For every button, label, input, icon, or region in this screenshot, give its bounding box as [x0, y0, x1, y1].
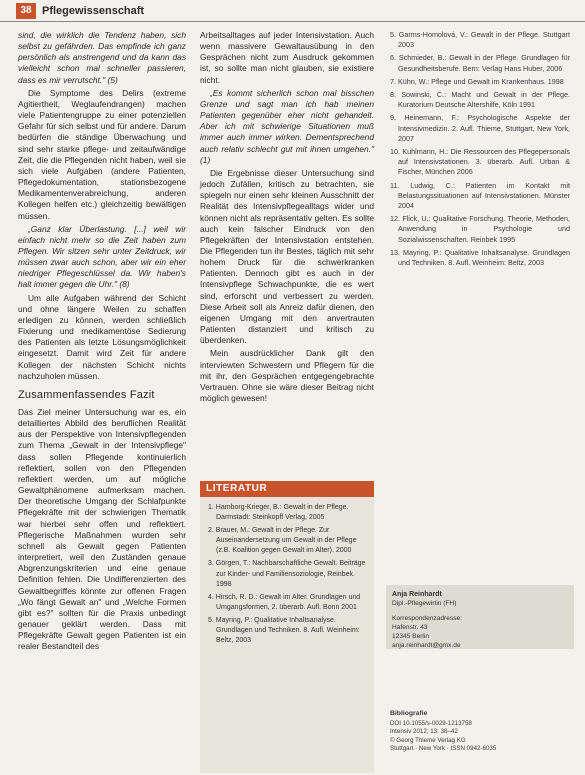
- list-item: 4. Hirsch, R. D.: Gewalt im Alter. Grundlagen und Umgangsformen, 2. überarb. Aufl. Bonn 2001: [208, 593, 361, 611]
- list-item: 8. Sowinski, C.: Macht und Gewalt in der Pflege. Kuratorium Deutsche Altershilfe, Köln 1991: [390, 90, 570, 110]
- quote-paragraph: sind, die wirklich die Tendenz haben, sich selbst zu gefährden. Das empfinde ich ganz persönlich als anstrengend und da kann das vielleicht schon mal schneller passieren, dass es mir verrutscht." (5): [18, 30, 186, 85]
- body-paragraph: Das Ziel meiner Untersuchung war es, ein detailliertes Abbild des beruflichen Realität aus der Perspektive von Intensivpflegenden zum Thema „Gewalt in der Intensivpflege" dass sollen Pflegende kontinuierlich reflektiert, sollen von den Pflegenden reflektiert werden, um auf mögliche Gewaltphänomene aufmerksam machen. Der theoretische Umgang der Schlafpunkte Pflegekräfte mit der schwierigen Thematik war hierbei sehr offen und reflektiert. Pflegerische Maßnahmen wurden sehr schnell als Gewalt gegen Patienten interpretiert, weil den Zuständen genaue Abgrenzungskriterien und eine genaue Definition fehlen. Die Undifferenzierten des Gewaltbegriffes könnte zur offenen Fragen „Wo fängt Gewalt an" und „Welche Formen gibt es?" sollten für die Praxis unbedingt genauer geklärt werden. Dass mit Pflegekräfte Gewalt gegen Patienten ist ein realer Bestandteil des: [18, 407, 186, 652]
- literature-heading: LITERATUR: [200, 481, 374, 497]
- address-street: Hafenstr. 43: [392, 624, 428, 631]
- bibliography-label: Bibliografie: [390, 710, 428, 717]
- list-item: 11. Ludwig, C.: Patienten im Kontakt mit Belastungssituationen auf Intensivstationen. Münster 2004: [390, 180, 570, 211]
- address-city: 12345 Berlin: [392, 633, 430, 640]
- list-item: 3. Görgen, T.: Nachbarschaftliche Gewalt. Beiträge zur Kinder- und Familiensoziologie, Reinbek. 1998: [208, 560, 366, 588]
- list-item: 6. Schmieder, B.: Gewalt in der Pflege. Grundlagen für Gesundheitsberufe. Bern: Verlag Hans Huber, 2006: [390, 53, 570, 73]
- running-title: Pflegewissenschaft: [42, 5, 145, 17]
- list-item: 2. Brauer, M.: Gewalt in der Pflege. Zur Auseinandersetzung um Gewalt in der Pflege (z.B. Koalition gegen Gewalt im Alter). 2000: [208, 527, 357, 555]
- body-paragraph: Die Ergebnisse dieser Untersuchung sind jedoch Zufällen, kritisch zu betrachten, sie spiegeln nur einen sehr kleinen Ausschnitt der Realität des Intensivpflegealltags wider und können nicht als repräsentativ gelten. Es sollte auch kein falscher Eindruck von den Pflegekräften der Intensivstation entstehen. Die Pflegenden tun ihr Bestes, täglich mit sehr hohem Druck für die schwerkranken Patienten. Dennoch gibt es auch in der Intensivpflege Schwachpunkte, die es wert sind, erforscht und verbessert zu werden. Diese Arbeit soll als Anreiz dafür dienen, den eigenen Umgang mit den anvertrauten Patienten distanziert und kritisch zu überdenken.: [200, 167, 374, 346]
- list-item: 5. Mayring, P.: Qualitative Inhaltsanalyse. Grundlagen und Techniken. 8. Aufl. Weinheim: Beltz, 2003: [208, 616, 360, 645]
- list-item: 9. Heinemann, F.: Psychologische Aspekte der Intensivmedizin. 2. Aufl. Thieme, Stuttgart, New York, 2007: [390, 113, 570, 143]
- author-role: Dipl.-Pflegewirtin (FH): [392, 600, 457, 607]
- list-item: 1. Hamborg-Krieger, B.: Gewalt in der Pflege. Darmstadt: Steinkopff Verlag, 2005: [208, 504, 349, 522]
- list-item: 7. Kühn, W.: Pflege und Gewalt im Krankenhaus. 1998: [390, 76, 564, 86]
- publisher-info: Stuttgart · New York · ISSN 0942-6035: [390, 745, 497, 753]
- page-header: [0, 0, 585, 22]
- literature-list: [200, 497, 374, 646]
- address-label: Korrespondenzadresse:: [392, 615, 463, 622]
- page-number: 38: [16, 3, 36, 19]
- author-name: Anja Reinhardt: [392, 591, 442, 598]
- list-item: 5. Garms-Homolová, V.: Gewalt in der Pflege. Stuttgart 2003: [390, 30, 570, 50]
- quote-paragraph: „Es kommt sicherlich schon mal bisschen Grenze und sagt man ich hab meinen Patienten gegenüber eher nicht gehandelt. Aber ich mit schwierige Situationen muß immer auch immer wirken. Dementsprechend auch relativ schlecht gut mit ihnen umgehen." (1): [200, 87, 374, 165]
- references-column: [390, 30, 570, 271]
- list-item: 12. Flick, U.: Qualitative Forschung. Theorie, Methoden, Anwendung in Psychologie und Sozialwissenschaften. Reinbek 1995: [390, 214, 570, 244]
- doi[interactable]: DOI 10.1055/s-0029-1213758: [390, 719, 472, 727]
- bibliography-block: [390, 710, 570, 754]
- list-item: 10. Kuhlmann, H.: Die Ressourcen des Pflegepersonals auf Intensivstationen. 3. überarb. Aufl. Urban & Fischer, München 2006: [390, 147, 570, 177]
- author-box: [386, 585, 574, 649]
- literature-box: [200, 481, 374, 773]
- reference-list: [390, 30, 570, 268]
- author-email[interactable]: anja.reinhardt@gmx.de: [392, 642, 461, 649]
- body-paragraph: Mein ausdrücklicher Dank gilt den interviewten Schwestern und Pflegern für die mit ihr, den Gesprächen entgegengebrachte Vertrauen. Ohne sie wäre dieser Beitrag nicht möglich gewesen!: [200, 348, 374, 403]
- issue-info: Intensiv 2012; 13: 38–42: [390, 728, 458, 736]
- body-paragraph: Arbeitsalltages auf jeder Intensivstation. Auch wenn massivere Gewaltausübung in den Gesprächen nicht zum Ausdruck gekommen ist, so sollte man nicht glauben, sie existiere nicht.: [200, 30, 374, 85]
- text-column-left: [18, 30, 186, 654]
- copyright: © Georg Thieme Verlag KG: [390, 736, 466, 744]
- list-item: 13. Mayring, P.: Qualitative Inhaltsanalyse. Grundlagen und Techniken. 8. Aufl. Weinheim: Beltz, 2003: [390, 247, 570, 268]
- body-paragraph: Die Symptome des Delirs (extreme Agitiertheit, Weglaufendrangen) machen viele Patientengruppe zu einer potenziellen Gefahr für sich selbst und für andere. Darum bedürfen die ständige Überwachung und sind sehr starke pflege- und zeitaufwändige Zeit, die die Pflegenden nicht haben, weil sie sich viele Aufgaben (andere Patienten, Pflegedokumentation, stationsbezogene Medikamentenverabreichung, anderen Kollegen helfen etc.) gleichzeitig bewältigen müssen.: [18, 87, 186, 221]
- section-heading: Zusammenfassendes Fazit: [18, 388, 155, 401]
- text-column-middle: [200, 30, 374, 406]
- body-paragraph: Um alle Aufgaben während der Schicht und ohne längere Weilen zu schaffen erledigen zu können, werden schließlich Fixierung und medikamentöse Sedierung des Patienten als letzte Lösungsmöglichkeit eingesetzt. Damit wird Zeit für andere Kollegen der nächsten Schicht nichts nachzuholen müssen.: [18, 292, 186, 381]
- quote-paragraph: „Ganz klar Überlastung. [...] weil wir einfach nicht mehr so die Zeit haben zum Pflegen. Wir sitzen sehr unter Zeitdruck, wir müssen zwar auch schon, aber wir ein eher niedriger Pflegeschlüssel da. Wir haben's halt immer gegen die Uhr." (8): [18, 223, 186, 290]
